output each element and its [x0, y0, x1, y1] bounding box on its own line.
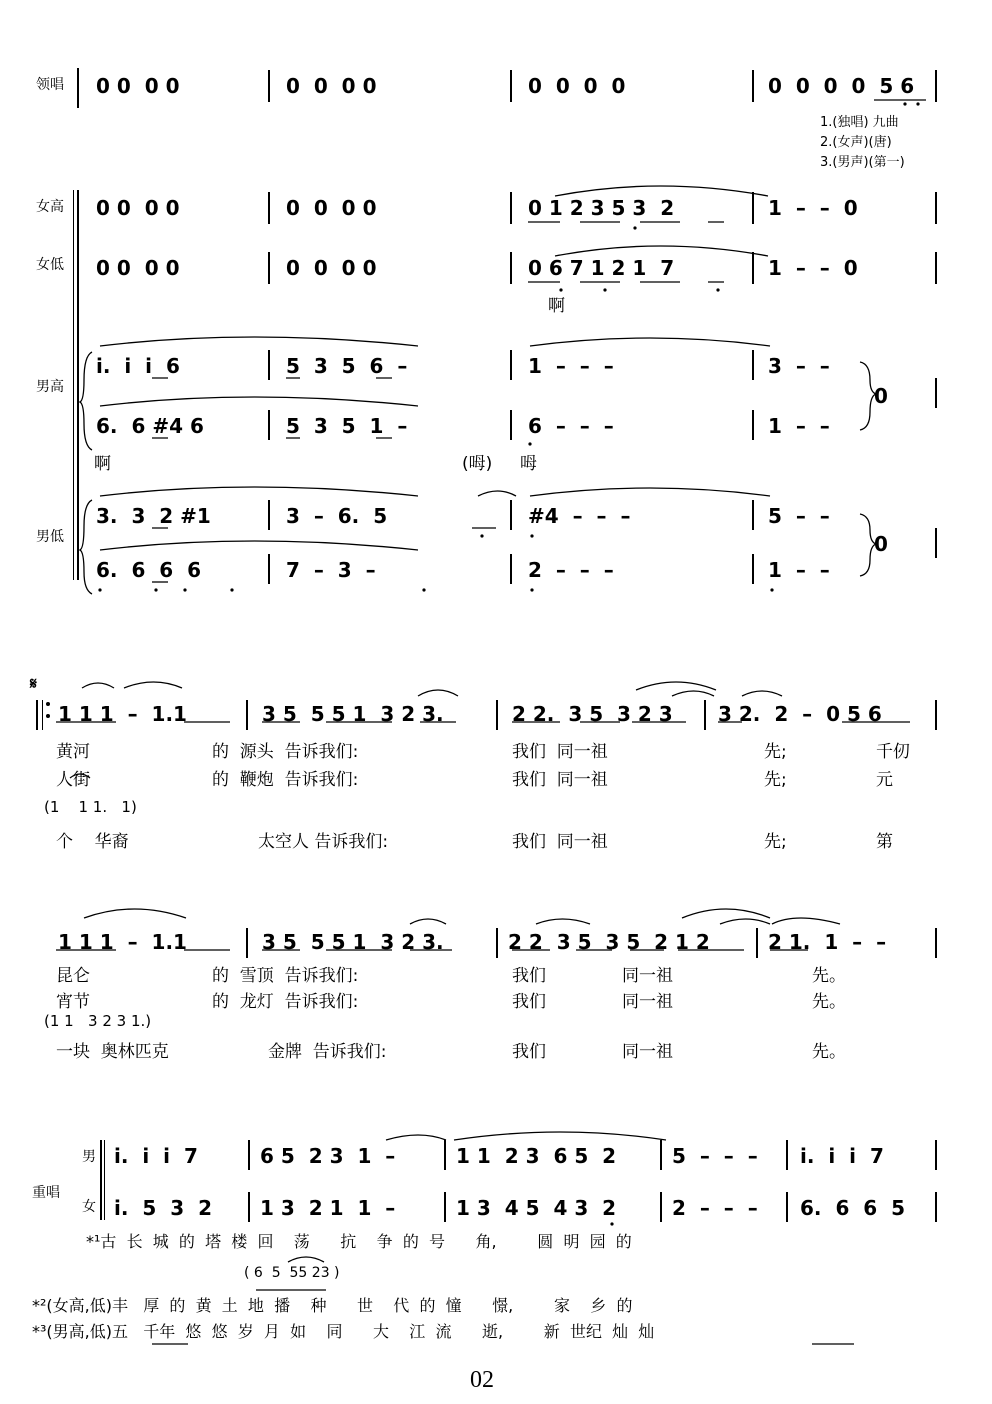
alto-measure-1: 0 0 0 0: [96, 256, 180, 280]
tenor-bottom-measure-4: 1 – –: [768, 414, 830, 438]
verse2-measure-1: 1 1 1 – 1.1: [58, 930, 187, 954]
alt-notes2-v3: (1 1 3 2 3 1.): [44, 1012, 152, 1030]
lyric2-v1-c: 我们: [512, 966, 546, 986]
barline: [246, 700, 248, 730]
bass-bottom-measure-3: 2 – – –: [528, 558, 614, 582]
barline: [248, 1140, 250, 1170]
part-label-bass: 男低: [36, 529, 64, 545]
lyric-v1-a: 黄河: [56, 742, 90, 762]
barline: [786, 1192, 788, 1222]
lyric-v2-a: 人街: [56, 770, 90, 790]
tenor-top-measure-2: 5 3 5 6 –: [286, 354, 408, 378]
lyric-v1-d: 先;: [764, 742, 787, 762]
lead-measure-4: 0 0 0 0 5 6: [768, 74, 915, 98]
bass-bottom-measure-2: 7 – 3 –: [286, 558, 376, 582]
lyric-v2-e: 元: [876, 770, 893, 790]
barline: [246, 928, 248, 958]
bass-bottom-measure-4: 1 – –: [768, 558, 830, 582]
barline: [444, 1192, 446, 1222]
system-line: [100, 1140, 102, 1220]
lyric-v3-e: 第: [876, 832, 893, 852]
female-measure-3: 1 3 4 5 4 3 2: [456, 1196, 617, 1220]
lyric2-v3-a: 一块 奥林匹克: [56, 1042, 169, 1062]
tenor-bottom-measure-1: 6. 6 #4 6: [96, 414, 204, 438]
lyric-v1-b: 的 源头 告诉我们:: [212, 742, 359, 762]
verse-label-1: 1.(独唱) 九曲: [820, 115, 899, 130]
barline: [935, 1140, 937, 1170]
tenor-bottom-measure-3: 6 – – –: [528, 414, 614, 438]
barline: [704, 700, 706, 730]
lyric-v1-c: 我们 同一祖: [512, 742, 608, 762]
bass-top-measure-1: 3. 3 2 #1: [96, 504, 211, 528]
tenor-bottom-measure-2: 5 3 5 1 –: [286, 414, 408, 438]
lyric2-v2-d: 同一祖: [622, 992, 673, 1012]
soprano-measure-2: 0 0 0 0: [286, 196, 377, 220]
alto-lyric: 啊: [548, 296, 565, 316]
chorus-lyric-3: *³(男高,低)五 千年 悠 悠 岁 月 如 同 大 江 流 逝, 新 世纪 灿 灿: [32, 1322, 655, 1341]
lyric-v2-b: 的 鞭炮 告诉我们:: [212, 770, 359, 790]
lyric-v2-c: 我们 同一祖: [512, 770, 608, 790]
male-measure-4: 5 – – –: [672, 1144, 758, 1168]
lead-measure-1: 0 0 0 0: [96, 74, 180, 98]
alt-notes-v3: (1 1 1. 1): [44, 798, 137, 816]
repeat-barline-thin: [42, 700, 43, 730]
female-measure-5: 6. 6 6 5: [800, 1196, 906, 1220]
lyric-v3-d: 先;: [764, 832, 787, 852]
chorus-lyric-2: *²(女高,低)丰 厚 的 黄 土 地 播 种 世 代 的 憧 憬, 家 乡 的: [32, 1296, 633, 1315]
repeat-barline: [36, 700, 38, 730]
tenor-top-measure-4: 3 – –: [768, 354, 830, 378]
bass-rest: 0: [874, 532, 888, 556]
chorus-alt-notes: ( 6 5 55 23 ): [244, 1265, 340, 1281]
soprano-measure-1: 0 0 0 0: [96, 196, 180, 220]
lyric2-v3-b: 金牌 告诉我们:: [268, 1042, 387, 1062]
male-measure-1: i. i i 7: [114, 1144, 198, 1168]
verse-label-3: 3.(男声)(第一): [820, 155, 905, 170]
verse2-measure-4: 2 1. 1 – –: [768, 930, 887, 954]
bass-top-measure-3: #4 – – –: [528, 504, 631, 528]
barline: [935, 700, 937, 730]
verse-measure-4: 3 2. 2 – 0 5 6: [718, 702, 882, 726]
lyric2-v3-e: 先。: [812, 1042, 846, 1062]
verse-measure-3: 2 2. 3 5 3 2 3: [512, 702, 673, 726]
tenor-top-measure-3: 1 – – –: [528, 354, 614, 378]
female-measure-2: 1 3 2 1 1 –: [260, 1196, 396, 1220]
female-label: 女: [82, 1199, 96, 1215]
lyric2-v1-a: 昆仑: [56, 966, 90, 986]
soprano-measure-3: 0 1 2 3 5 3 2: [528, 196, 675, 220]
alto-measure-3: 0 6 7 1 2 1 7: [528, 256, 675, 280]
chorus-lyric-1: *¹古 长 城 的 塔 楼 回 荡 抗 争 的 号 角, 圆 明 园 的: [86, 1232, 632, 1251]
female-measure-1: i. 5 3 2: [114, 1196, 212, 1220]
soprano-measure-4: 1 – – 0: [768, 196, 858, 220]
lyric2-v1-b: 的 雪顶 告诉我们:: [212, 966, 359, 986]
lyric-v3-a: 个 华裔: [56, 832, 129, 852]
tenor-top-measure-1: i. i i 6: [96, 354, 180, 378]
verse-label-2: 2.(女声)(唐): [820, 135, 892, 150]
barline: [660, 1192, 662, 1222]
barline: [660, 1140, 662, 1170]
system-line-thin: [104, 1140, 105, 1220]
verse2-measure-3: 2 2 3 5 3 5 2 1 2: [508, 930, 710, 954]
bass-top-measure-4: 5 – –: [768, 504, 830, 528]
male-measure-2: 6 5 2 3 1 –: [260, 1144, 396, 1168]
verse-measure-1: 1 1 1 – 1.1: [58, 702, 187, 726]
barline: [248, 1192, 250, 1222]
barline: [935, 928, 937, 958]
female-measure-4: 2 – – –: [672, 1196, 758, 1220]
lyric-v2-d: 先;: [764, 770, 787, 790]
bass-top-measure-2: 3 – 6. 5: [286, 504, 388, 528]
lyric2-v2-c: 我们: [512, 992, 546, 1012]
verse-measure-2: 3 5 5 5 1 3 2 3.: [262, 702, 444, 726]
lead-measure-3: 0 0 0 0: [528, 74, 626, 98]
chorus-label: 重唱: [32, 1185, 60, 1201]
lyric2-v1-d: 同一祖: [622, 966, 673, 986]
barline: [756, 928, 758, 958]
lyric2-v3-c: 我们: [512, 1042, 546, 1062]
lead-measure-2: 0 0 0 0: [286, 74, 377, 98]
part-label-lead: 领唱: [36, 77, 64, 93]
tenor-rest: 0: [874, 384, 888, 408]
barline: [496, 928, 498, 958]
lyric2-v2-a: 宵节: [56, 992, 90, 1012]
male-measure-5: i. i i 7: [800, 1144, 884, 1168]
segno-sign: 𝄋: [30, 674, 37, 693]
lyric2-v1-e: 先。: [812, 966, 846, 986]
male-label: 男: [82, 1149, 96, 1165]
verse2-measure-2: 3 5 5 5 1 3 2 3.: [262, 930, 444, 954]
barline: [444, 1140, 446, 1170]
page-number: 02: [470, 1367, 494, 1393]
lyric2-v2-e: 先。: [812, 992, 846, 1012]
bass-bottom-measure-1: 6. 6 6 6: [96, 558, 202, 582]
tenor-lyric-mid: (呣): [462, 454, 493, 474]
lyric-v3-b: 太空人 告诉我们:: [258, 832, 389, 852]
male-measure-3: 1 1 2 3 6 5 2: [456, 1144, 617, 1168]
part-label-tenor: 男高: [36, 379, 64, 395]
barline: [935, 1192, 937, 1222]
lyric2-v2-b: 的 龙灯 告诉我们:: [212, 992, 359, 1012]
barline: [496, 700, 498, 730]
lyric2-v3-d: 同一祖: [622, 1042, 673, 1062]
lyric-v1-e: 千仞: [876, 742, 910, 762]
lyric-v3-c: 我们 同一祖: [512, 832, 608, 852]
tenor-lyric-right: 呣: [520, 454, 537, 474]
alto-measure-4: 1 – – 0: [768, 256, 858, 280]
part-label-alto: 女低: [36, 257, 64, 273]
alto-measure-2: 0 0 0 0: [286, 256, 377, 280]
part-label-soprano: 女高: [36, 199, 64, 215]
barline: [786, 1140, 788, 1170]
tenor-lyric-left: 啊: [94, 454, 111, 474]
